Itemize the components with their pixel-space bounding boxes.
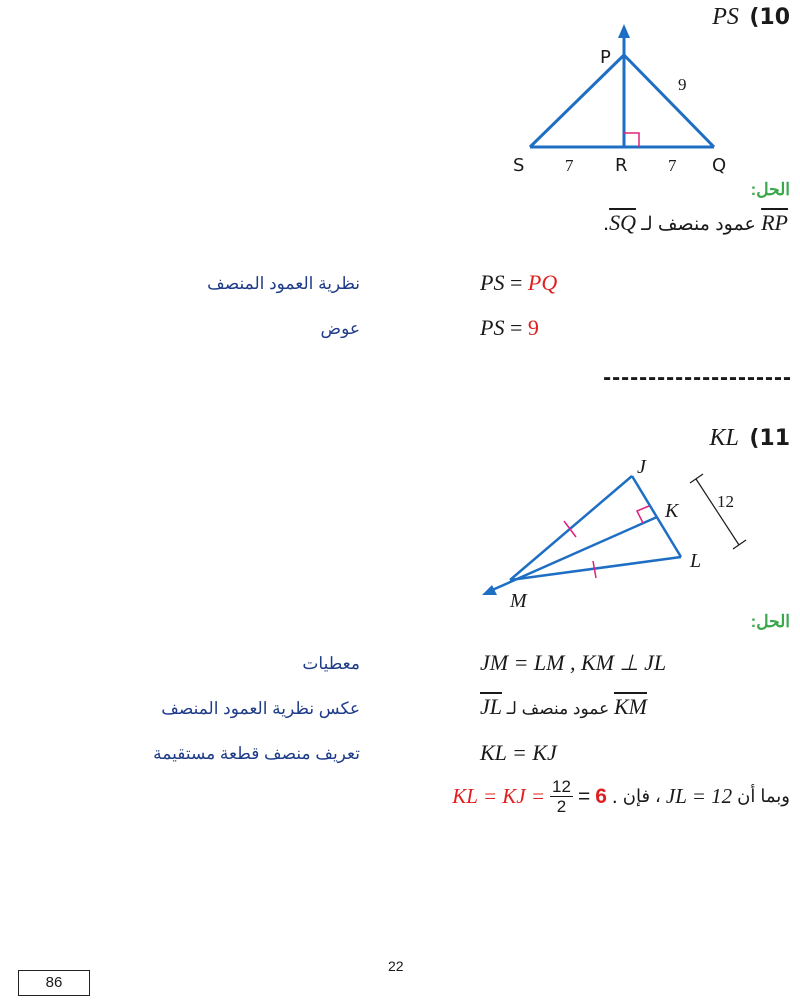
problem-11-solution-label: الحل: — [750, 612, 790, 631]
section-divider: --------------------- — [603, 364, 792, 391]
length-bracket — [696, 479, 739, 545]
right-angle-mark — [624, 133, 639, 147]
ray-RP-label: RP — [761, 210, 788, 235]
p11-step2-reason: عكس نظرية العمود المنصف — [161, 699, 360, 718]
fraction-12-over-2: $\frac{12}{2}$ — [552, 777, 571, 816]
length-JL: 12 — [717, 492, 734, 511]
vertex-J: J — [637, 456, 646, 478]
vertex-Q: Q — [712, 155, 727, 176]
length-RQ: 7 — [668, 156, 677, 175]
vertex-K: K — [665, 500, 679, 522]
p11-step3-statement: KL = KJ — [480, 740, 557, 765]
problem-10-solution-label: الحل: — [750, 180, 790, 199]
p10-step2-reason: عوض — [320, 319, 360, 338]
p11-conclusion: وبما أن JL = 12 ، فإن KL = KJ = $\frac{12}{2}$ = 6 . — [452, 777, 790, 816]
figure-10 — [500, 20, 760, 180]
problem-10-asked: PS — [712, 4, 739, 30]
answer-6: 6 — [595, 784, 607, 808]
vertex-M: M — [510, 590, 527, 612]
segment-JM — [510, 476, 632, 580]
page-number-box: 86 — [18, 970, 90, 996]
problem-11-asked: KL — [709, 425, 739, 451]
page-number-center: 22 — [388, 958, 404, 974]
segment-SP — [530, 55, 624, 147]
p11-step3-reason: تعريف منصف قطعة مستقيمة — [153, 744, 360, 763]
vertex-L: L — [690, 550, 702, 572]
p11-step1-statement: JM = LM , KM ⊥ JL — [480, 650, 667, 675]
vertex-R: R — [615, 155, 628, 176]
tick-mark-JM — [564, 521, 576, 537]
length-PQ: 9 — [678, 75, 687, 94]
statement-intro: عمود منصف لـ — [641, 214, 756, 235]
length-SR: 7 — [565, 156, 574, 175]
figure-11 — [460, 445, 760, 615]
p11-step1-reason: معطيات — [302, 654, 360, 673]
p11-step2-statement: KM عمود منصف لـ JL — [480, 694, 647, 719]
segment-SQ-label: SQ — [609, 210, 636, 235]
vertex-S: S — [513, 155, 525, 176]
problem-11-number: (11 — [749, 426, 790, 451]
p10-step1-reason: نظرية العمود المنصف — [207, 274, 360, 293]
arrow-head-icon — [618, 24, 630, 38]
p10-step1-statement: PS = PQ — [480, 270, 558, 295]
problem-10-statement: RP عمود منصف لـ SQ. — [602, 210, 788, 235]
p10-step2-statement: PS = 9 — [480, 315, 539, 340]
ray-KM — [490, 517, 657, 591]
vertex-P: P — [600, 47, 611, 68]
problem-10-number: (10 — [749, 5, 790, 30]
